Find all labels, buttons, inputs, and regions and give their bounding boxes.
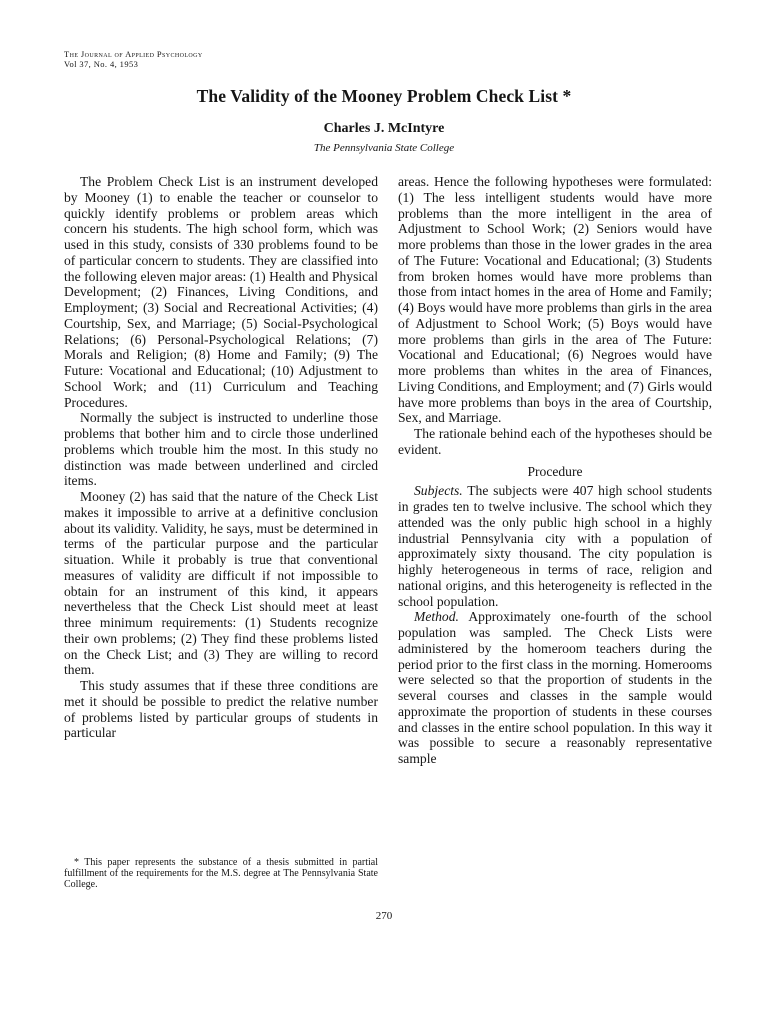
paragraph: The Problem Check List is an instrument developed by Mooney (1) to enable the teacher or counselor to quickly identify problems or problem areas which concern his students. The high school form, which was used in this study, consists of 330 problems found to be of particular concern to students. They are classified into the following eleven major areas: (1) Health and Physical Development; (2) Finances, Living Conditions, and Employment; (3) Social and Recreational Activities; (4) Courtship, Sex, and Marriage; (5) Social-Psychological Relations; (6) Personal-Psychological Relations; (7) Morals and Religion; (8) Home and Family; (9) The Future: Vocational and Educational; (10) Adjustment to School Work; and (11) Curriculum and Teaching Procedures. xyxy=(64,174,378,410)
author-affiliation: The Pennsylvania State College xyxy=(313,142,455,154)
right-column xyxy=(398,174,712,767)
paragraph: This study assumes that if these three conditions are met it should be possible to predict the relative number of problems listed by particular groups of students in particular xyxy=(64,678,378,741)
footnote-text: * This paper represents the substance of a thesis submitted in partial fulfillment of the requirements for the M.S. degree at The Pennsylvania State College. xyxy=(64,857,378,891)
subjects-text: The subjects were 407 high school students in grades ten to twelve inclusive. The school which they attended was the only public high school in a highly industrial Pennsylvania city with a population of approximately sixty thousand. The city population is highly heterogeneous in terms of race, religion and national origins, and this heterogeneity is reflected in the school population. xyxy=(398,483,712,609)
paragraph: areas. Hence the following hypotheses were formulated: (1) The less intelligent students would have more problems than the more intelligent in the area of Adjustment to School Work; (2) Seniors would have more problems than those in the lower grades in the area of The Future: Vocational and Educational; (3) Students from broken homes would have more problems than those from intact homes in the area of Home and Family; (4) Boys would have more problems than girls in the area of Adjustment to School Work; (5) Boys would have more problems than girls in the area of The Future: Vocational and Educational; (6) Negroes would have more problems than whites in the area of Finances, Living Conditions, and Employment; and (7) Girls would have more problems than boys in the area of Courtship, Sex, and Marriage. xyxy=(398,174,712,426)
article-title: The Validity of the Mooney Problem Check List * xyxy=(196,86,572,106)
paragraph-subjects xyxy=(398,483,712,609)
author-name: Charles J. McIntyre xyxy=(323,121,445,136)
footnote xyxy=(64,857,378,891)
paragraph-method xyxy=(398,609,712,767)
page-number: 270 xyxy=(375,910,393,922)
method-text: Approximately one-fourth of the school population was sampled. The Check Lists were administered by the homeroom teachers during the period prior to the first class in the morning. Homerooms were selected so that the proportion of students in the several courses and classes in the sample would approximate the proportion of students in these courses and classes in the entire school population. In this way it was possible to secure a reasonably representative sample xyxy=(398,609,712,766)
section-heading-procedure: Procedure xyxy=(527,463,583,479)
paragraph: The rationale behind each of the hypotheses should be evident. xyxy=(398,426,712,457)
journal-header xyxy=(64,49,203,69)
left-column xyxy=(64,174,378,741)
paragraph: Normally the subject is instructed to underline those problems that bother him and to circle those underlined problems which trouble him the most. In this study no distinction was made between underlined and circled items. xyxy=(64,410,378,489)
journal-name: The Journal of Applied Psychology xyxy=(64,49,203,59)
paragraph: Mooney (2) has said that the nature of the Check List makes it impossible to arrive at a definitive conclusion about its validity. Validity, he says, must be determined in terms of the particular purpose and the particular situation. While it probably is true that conventional measures of validity are difficult if not impossible to obtain for an instrument of this kind, it appears nevertheless that the Check List should meet at least three minimum requirements: (1) Students recognize their own problems; (2) They find these problems listed on the Check List; and (3) They are willing to record them. xyxy=(64,489,378,678)
journal-volume: Vol 37, No. 4, 1953 xyxy=(64,59,139,69)
subjects-label: Subjects. xyxy=(414,483,463,499)
method-label: Method. xyxy=(414,609,459,625)
